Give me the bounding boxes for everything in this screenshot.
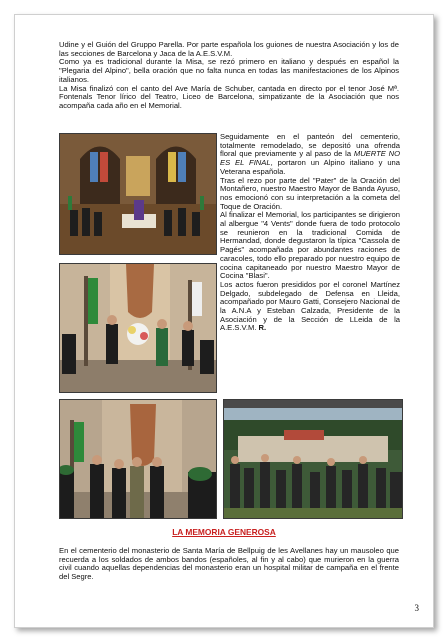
intro-paragraph: Como ya es tradicional durante la Misa, se rezó primero en italiano y después en español la "Plegaria del Alpino", bella oración que no falta nunca en todas las manifestaciones de los Alpinos italianos. bbox=[59, 57, 399, 84]
right-column-text bbox=[220, 133, 400, 333]
intro-paragraph: La Misa finalizó con el canto del Ave María de Schuber, cantada en directo por el tenor José Mª. Fontenals Tenor lírico del Teatro, Liceo de Barcelona, simpatizante de la Asociación que nos acompaña cada año en el Memorial. bbox=[59, 83, 399, 110]
bottom-paragraph: En el cementerio del monasterio de Santa María de Bellpuig de les Avellanes hay un mausoleo que recuerda a los soldados de ambos bandos (españoles, al fin y al cabo) que murieron en la guerra civil cuando aquellas dependencias del monasterio eran un hospital militar de campaña en el frente del Segre. bbox=[59, 546, 399, 582]
paragraph-presididos: Los actos fueron presididos por el coronel Martínez Delgado, subdelegado de Defensa en Lleida, acompañado por Mauro Gatti, Consejero Nacional de la A.N.A y Esteban Calzada, Presidente de la Asociación y de la Sección de LLeida de la A.E.S.V.M. R. bbox=[220, 279, 400, 333]
intro-text bbox=[59, 41, 399, 111]
page-number: 3 bbox=[414, 603, 419, 613]
paragraph-comida: Al finalizar el Memorial, los participantes se dirigieron al albergue "4 Vents" donde fuera de todo protocolo se reunieron en la tradicional Comida de Hermandad, donde degustaron la típica "Cassola de Pagés" acompañada por abundantes raciones de caracoles, todo ello preparado por nuestro equipo de cocina capitaneado por nuestro Maestro Mayor de Cocina "Blasi". bbox=[220, 210, 400, 281]
paragraph-panteon: Seguidamente en el panteón del cementerio, totalmente remodelado, se depositó una ofrenda floral que previamente y al paso de la MUERTE NO ES EL FINAL, portaron un Alpino italiano y una Veterana española. bbox=[220, 132, 400, 176]
section-heading: LA MEMORIA GENEROSA bbox=[172, 527, 276, 537]
photo-church-mass bbox=[59, 133, 217, 255]
photo-ceremony-pantheon bbox=[59, 399, 217, 519]
photo-crowd-cemetery bbox=[223, 399, 403, 519]
intro-paragraph: Udine y el Guión del Gruppo Parella. Por parte española los guiones de nuestra Asociación y los de las secciones de Barcelona y Jaca de la A.E.S.V.M. bbox=[59, 40, 399, 58]
document-page bbox=[14, 14, 434, 628]
photo-floral-offering bbox=[59, 263, 217, 393]
paragraph-oracion: Tras el rezo por parte del "Pater" de la Oración del Montañero, nuestro Maestro Mayor de Banda Ayuso, nos emocionó con su interpretación a la cometa del Toque de Oración. bbox=[220, 175, 400, 211]
signature: R. bbox=[258, 323, 267, 333]
